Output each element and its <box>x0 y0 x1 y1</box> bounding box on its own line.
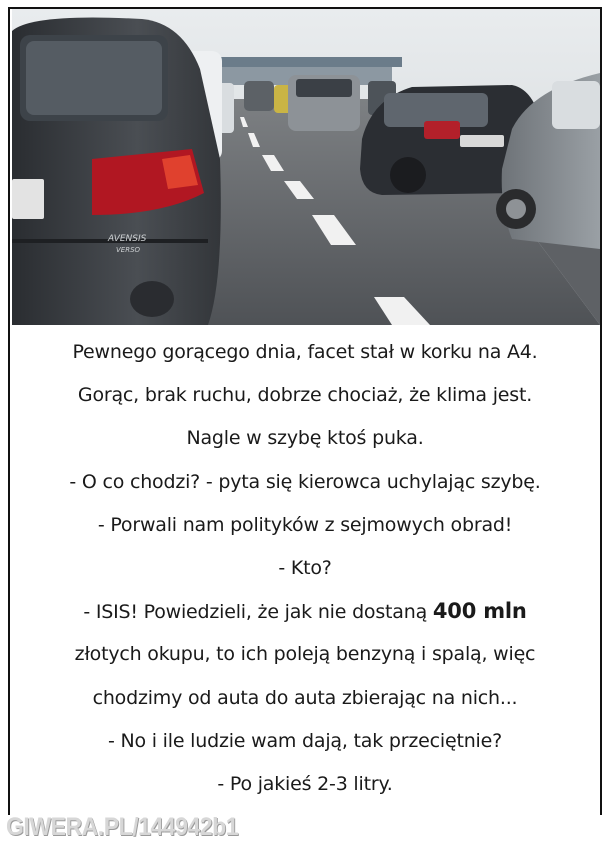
verso-badge: VERSO <box>116 246 141 254</box>
joke-punchline: - Po jakieś 2-3 litry. <box>217 772 393 795</box>
toll-gate <box>202 57 402 67</box>
site-watermark: GIWERA.PL/144942b1 <box>6 813 239 841</box>
avensis-badge: AVENSIS <box>108 234 147 244</box>
joke-line: Nagle w szybę ktoś puka. <box>186 427 424 450</box>
joke-line: Pewnego gorącego dnia, facet stał w korku na A4. <box>72 341 538 363</box>
meme-frame <box>8 7 602 815</box>
joke-line: złotych okupu, to ich poleją benzyną i spalą, więc <box>74 643 536 666</box>
joke-line: - Porwali nam polityków z sejmowych obrad! <box>97 513 513 536</box>
joke-line: - Kto? <box>278 556 332 579</box>
avensis-car <box>12 18 221 326</box>
ransom-amount: 400 mln <box>432 599 527 624</box>
joke-line: - O co chodzi? - pyta się kierowca uchylając szybę. <box>69 470 541 493</box>
traffic-jam-illustration <box>12 9 600 325</box>
joke-text <box>10 325 600 815</box>
joke-line: - No i ile ludzie wam dają, tak przeciętnie? <box>107 729 502 752</box>
traffic-jam-photo <box>12 9 600 325</box>
ransom-prefix: - ISIS! Powiedzieli, że jak nie dostaną <box>83 601 433 624</box>
joke-line: chodzimy od auta do auta zbierając na nich... <box>92 686 518 709</box>
joke-line-ransom <box>10 590 600 633</box>
joke-line: Gorąc, brak ruchu, dobrze chociaż, że klima jest. <box>77 384 533 407</box>
